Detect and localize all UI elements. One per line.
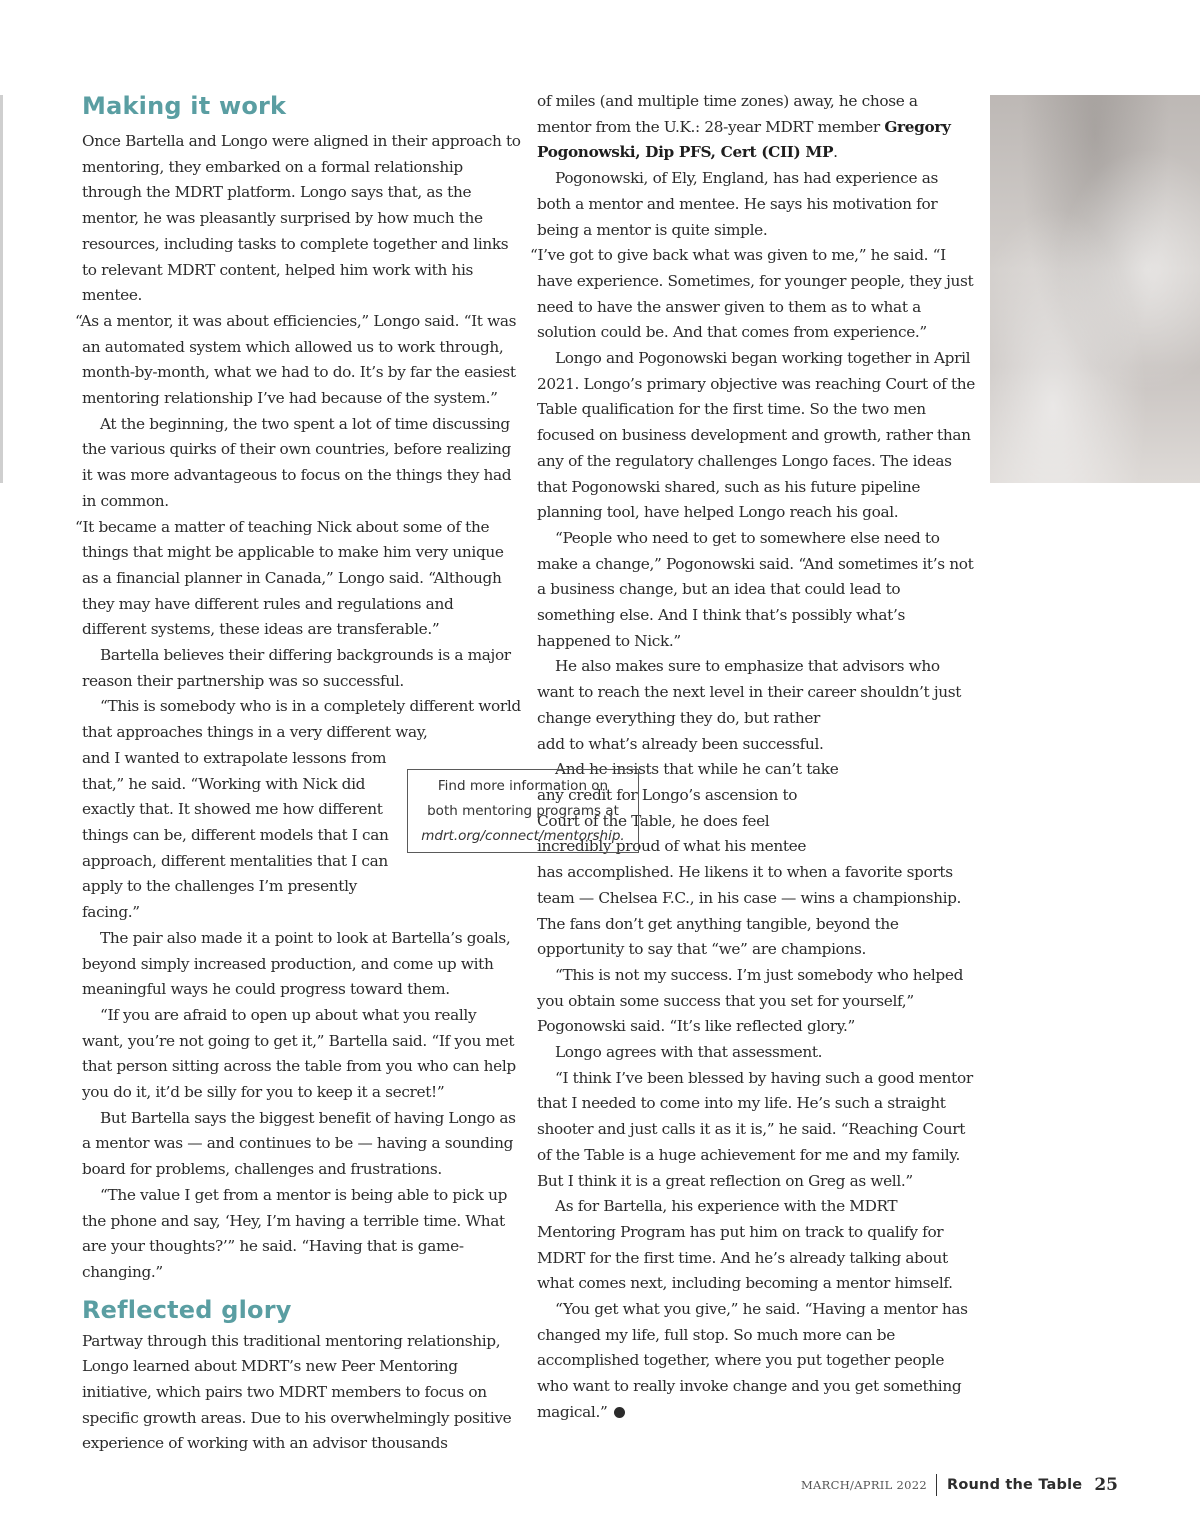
paragraph: Longo agrees with that assessment. — [555, 1043, 823, 1062]
callout-line: Find more information on — [437, 778, 609, 794]
paragraph: Pogonowski, of Ely, England, has had experience as both a mentor and mentee. He says his motivation for being a mentor is quite simple. — [537, 169, 938, 239]
paragraph: “This is not my success. I’m just somebody who helped you obtain some success that you set for yourself,” Pogonowski said. “It’s like reflected glory.” — [537, 965, 964, 1036]
magazine-title: Round the Table — [947, 1477, 1083, 1493]
paragraph-text: “You get what you give,” he said. “Having a mentor has changed my life, full stop. So much more can be accomplished together, where you put together people who want to really invoke change and you get something magical.” — [537, 1300, 968, 1421]
paragraph: Once Bartella and Longo were aligned in their approach to mentoring, they embarked on a formal relationship through the MDRT platform. Longo says that, as the mentor, he was pleasantly surprised by how much the resources, including tasks to complete together and links to relevant MDRT content, helped him work with his mentee. — [82, 132, 521, 305]
mentorship-link[interactable] — [408, 824, 638, 849]
paragraph: and I wanted to extrapolate lessons from that,” he said. “Working with Nick did exactly that. It showed me how different things can be, different models that I can approach, different mentalities that I can apply to the challenges I’m presently facing.” — [82, 748, 389, 922]
end-of-story-icon — [614, 1407, 625, 1418]
paragraph: And he insists that while he can’t take any credit for Longo’s ascension to Court of the Table, he does feel incredibly proud of what his mentee — [537, 760, 839, 856]
callout-box — [407, 769, 639, 853]
paragraph: “The value I get from a mentor is being able to pick up the phone and say, ‘Hey, I’m having a terrible time. What are your thoughts?’” he said. “Having that is game-changing.” — [82, 1185, 508, 1281]
paragraph-text: of miles (and multiple time zones) away, he chose a mentor from the U.K.: 28-year MDRT member — [537, 92, 918, 136]
paragraph: “As a mentor, it was about efficiencies,” Longo said. “It was an automated system which allowed us to work through, month-by-month, what we had to do. It’s by far the easiest mentoring relationship I’ve had because of the system.” — [75, 311, 517, 408]
paragraph — [537, 1297, 975, 1426]
callout-line: both mentoring programs at — [427, 803, 619, 819]
issue-date: MARCH/APRIL 2022 — [800, 1478, 927, 1492]
page-footer — [801, 1472, 1118, 1498]
paragraph: “I’ve got to give back what was given to me,” he said. “I have experience. Sometimes, for younger people, they just need to have the answer given to them as to what a solution could be. And that comes from experience.” — [530, 246, 974, 342]
mentor-name: Gregory Pogonowski, Dip PFS, Cert (CII) MP — [537, 117, 951, 162]
paragraph: At the beginning, the two spent a lot of time discussing the various quirks of their own countries, before realizing it was more advantageous to focus on the things they had in common. — [82, 414, 512, 510]
cloud-photo — [990, 95, 1200, 483]
paragraph: Longo and Pogonowski began working together in April 2021. Longo’s primary objective was reaching Court of the Table qualification for the first time. So the two men focused on business development and growth, rather than any of the regulatory challenges Longo faces. The ideas that Pogonowski shared, such as his future pipeline planning tool, have helped Longo reach his goal. — [537, 349, 976, 522]
section-heading-reflected-glory: Reflected glory — [82, 1295, 292, 1324]
paragraph: change everything they do, but rather add to what’s already been successful. — [537, 708, 824, 753]
paragraph: “I think I’ve been blessed by having such a good mentor that I needed to come into my life. He’s such a straight shooter and just calls it as it is,” he said. “Reaching Court of the Table is a huge achievement for me and my family. But I think it is a great reflection on Greg as well.” — [537, 1068, 973, 1190]
section-heading-making-it-work: Making it work — [82, 92, 287, 120]
right-column — [530, 89, 976, 1426]
left-edge-image-strip — [0, 95, 3, 483]
paragraph: Partway through this traditional mentoring relationship, Longo learned about MDRT’s new Peer Mentoring initiative, which pairs two MDRT members to focus on specific growth areas. Due to his overwhelmingly positive experience of working with an advisor thousands — [82, 1331, 512, 1453]
paragraph — [537, 89, 975, 166]
paragraph: As for Bartella, his experience with the MDRT Mentoring Program has put him on track to qualify for MDRT for the first time. And he’s already talking about what comes next, including becoming a mentor himself. — [537, 1197, 953, 1293]
paragraph: “People who need to get to somewhere else need to make a change,” Pogonowski said. “And sometimes it’s not a business change, but an idea that could lead to something else. And I think that’s possibly what’s happened to Nick.” — [537, 528, 974, 650]
paragraph: “This is somebody who is in a completely different world that approaches things in a very different way, — [82, 697, 521, 742]
paragraph-text: . — [833, 143, 838, 162]
paragraph: “If you are afraid to open up about what you really want, you’re not going to get it,” Bartella said. “If you met that person sitting across the table from you who can help you do it, it’d be silly for you to keep it a secret!” — [82, 1005, 516, 1102]
paragraph: The pair also made it a point to look at Bartella’s goals, beyond simply increased production, and come up with meaningful ways he could progress toward them. — [82, 928, 511, 999]
paragraph: Bartella believes their differing backgrounds is a major reason their partnership was so successful. — [82, 646, 511, 690]
paragraph: “It became a matter of teaching Nick about some of the things that might be applicable to make him very unique as a financial planner in Canada,” Longo said. “Although they may have different rules and regulations and different systems, these ideas are transferable.” — [75, 517, 504, 639]
paragraph: has accomplished. He likens it to when a favorite sports team — Chelsea F.C., in his case — wins a championship. The fans don’t get anything tangible, beyond the opportunity to say that “we” are champions. — [537, 863, 962, 959]
mentorship-link-text[interactable]: mdrt.org/connect/mentorship. — [421, 828, 625, 844]
page-number: 25 — [1094, 1475, 1118, 1495]
footer-divider — [936, 1474, 937, 1496]
paragraph: But Bartella says the biggest benefit of having Longo as a mentor was — and continues to be — having a sounding board for problems, challenges and frustrations. — [82, 1108, 516, 1179]
paragraph: He also makes sure to emphasize that advisors who want to reach the next level in their career shouldn’t just — [537, 657, 962, 702]
